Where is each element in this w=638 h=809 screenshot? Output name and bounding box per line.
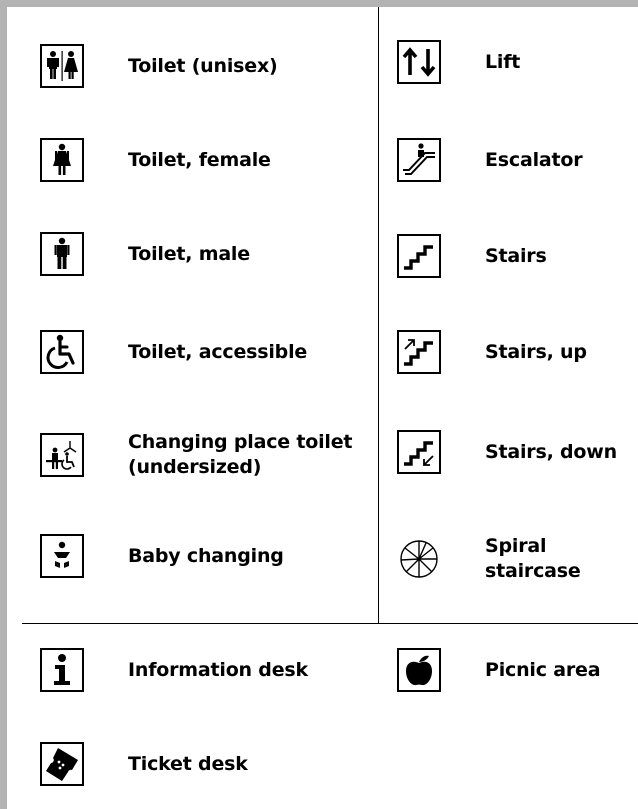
legend-item-changing-place-toilet [40,430,352,480]
legend-item-lift [397,40,520,84]
toilet-male-icon [40,232,84,276]
legend-item-information-desk [40,648,308,692]
legend-item-ticket-desk [40,742,248,786]
column-divider [378,7,379,623]
legend-label: Stairs, up [485,340,587,363]
spiral-staircase-icon [397,537,441,581]
legend-label: Ticket desk [128,752,248,775]
frame-top-border [0,0,638,7]
legend-label-line1: Spiral [485,535,547,557]
legend-label: Lift [485,50,521,73]
ticket-icon [40,742,84,786]
changing-place-icon [40,433,84,477]
legend-label: Information desk [128,658,308,681]
legend-item-baby-changing [40,534,284,578]
legend-label: Stairs [485,244,547,267]
lift-icon [397,40,441,84]
legend-label: Toilet (unisex) [128,54,278,77]
stairs-up-icon [397,330,441,374]
legend-item-stairs-up [397,330,587,374]
toilet-female-icon [40,138,84,182]
information-icon [40,648,84,692]
legend-label [128,430,352,480]
legend-item-stairs-down [397,430,617,474]
frame-left-border [0,0,7,809]
escalator-icon [397,138,441,182]
legend-item-picnic-area [397,648,600,692]
legend-label: Escalator [485,148,583,171]
legend-label: Toilet, accessible [128,340,308,363]
legend-label: Toilet, female [128,148,271,171]
legend-label [485,534,581,584]
toilet-unisex-icon [40,44,84,88]
section-divider [22,623,638,624]
toilet-accessible-icon [40,330,84,374]
legend-item-escalator [397,138,582,182]
legend-item-toilet-accessible [40,330,307,374]
legend-item-toilet-female [40,138,271,182]
legend-label: Baby changing [128,544,284,567]
stairs-down-icon [397,430,441,474]
legend-label-line1: Changing place toilet [128,431,353,453]
legend-label: Toilet, male [128,242,250,265]
legend-item-stairs [397,234,547,278]
legend-label: Stairs, down [485,440,617,463]
legend-label: Picnic area [485,658,601,681]
legend-label-line2: staircase [485,560,581,582]
stairs-icon [397,234,441,278]
baby-changing-icon [40,534,84,578]
legend-item-spiral-staircase [397,534,581,584]
legend-label-line2: (undersized) [128,456,262,478]
legend-item-toilet-male [40,232,250,276]
apple-icon [397,648,441,692]
legend-item-toilet-unisex [40,44,277,88]
